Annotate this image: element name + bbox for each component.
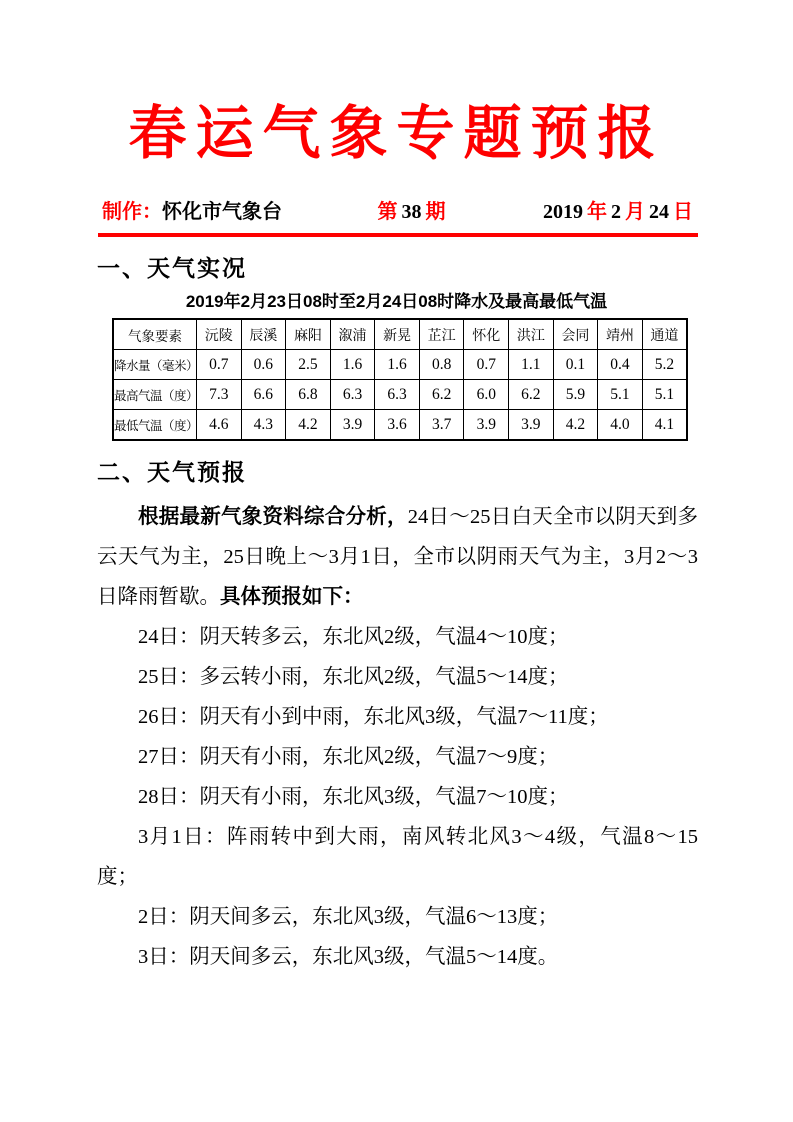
table-value-cell: 0.6 [241,350,286,380]
header-cell-station: 溆浦 [330,319,375,350]
table-row [113,380,687,410]
section-heading-weather-actual: 一、天气实况 [97,255,247,281]
table-value-cell: 5.2 [642,350,687,380]
header-cell-station: 会同 [553,319,598,350]
forecast-item: 24日：阴天转多云，东北风2级，气温4～10度； [138,626,569,648]
forecast-list [0,617,793,977]
forecast-item: 2日：阴天间多云，东北风3级，气温6～13度； [138,906,559,928]
table-value-cell: 0.4 [598,350,643,380]
table-value-cell: 3.9 [509,410,554,441]
table-value-cell: 5.1 [598,380,643,410]
table-value-cell: 0.8 [419,350,464,380]
header-cell-station: 沅陵 [197,319,242,350]
red-divider-rule [98,233,698,237]
section-heading-forecast: 二、天气预报 [97,459,247,485]
table-value-cell: 6.2 [419,380,464,410]
row-label-cell: 最高气温（度） [113,380,197,410]
header-cell-station: 辰溪 [241,319,286,350]
table-value-cell: 3.9 [330,410,375,441]
header-cell-station: 新晃 [375,319,420,350]
table-value-cell: 4.2 [286,410,331,441]
intro-tail-bold: 具体预报如下： [220,585,364,608]
table-caption: 2019年2月23日08时至2月24日08时降水及最高最低气温 [185,292,608,311]
forecast-item: 28日：阴天有小雨，东北风3级，气温7～10度； [138,786,569,808]
table-row [113,350,687,380]
table-value-cell: 6.8 [286,380,331,410]
table-row [113,410,687,441]
date-unit: 月 [625,201,645,223]
forecast-item: 26日：阴天有小到中雨，东北风3级，气温7～11度； [138,706,609,728]
forecast-item: 27日：阴天有小雨，东北风2级，气温7～9度； [138,746,559,768]
header-cell-station: 靖州 [598,319,643,350]
table-value-cell: 6.3 [375,380,420,410]
table-value-cell: 3.7 [419,410,464,441]
table-value-cell: 3.6 [375,410,420,441]
issue-date [541,198,695,226]
date-unit: 日 [673,201,693,223]
issue-prefix: 第 [377,201,398,223]
table-header-row [113,319,687,350]
weather-observation-table [112,318,688,441]
header-cell-station: 洪江 [509,319,554,350]
forecast-item: 3月1日：阵雨转中到大雨，南风转北风3～4级，气温8～15度； [97,826,698,888]
producer-label: 制作： [102,201,162,223]
header-cell-station: 通道 [642,319,687,350]
forecast-item: 3日：阴天间多云，东北风3级，气温5～14度。 [138,946,559,968]
row-label-cell: 最低气温（度） [113,410,197,441]
table-value-cell: 1.6 [375,350,420,380]
producer-name: 怀化市气象台 [162,201,282,223]
table-value-cell: 6.2 [509,380,554,410]
table-value-cell: 4.1 [642,410,687,441]
table-value-cell: 4.6 [197,410,242,441]
header-cell-factor: 气象要素 [113,319,197,350]
producer [102,198,282,226]
table-value-cell: 0.7 [464,350,509,380]
row-label-cell: 降水量（毫米） [113,350,197,380]
table-value-cell: 5.9 [553,380,598,410]
table-value-cell: 6.0 [464,380,509,410]
issue-number [376,198,448,226]
table-value-cell: 3.9 [464,410,509,441]
issue-suffix: 期 [425,201,446,223]
table-value-cell: 6.3 [330,380,375,410]
meta-row [102,198,695,226]
header-cell-station: 芷江 [419,319,464,350]
intro-lead-bold: 根据最新气象资料综合分析， [138,505,408,528]
date-unit: 年 [587,201,607,223]
header-cell-station: 怀化 [464,319,509,350]
date-number: 24 [649,201,669,223]
date-number: 2019 [543,201,583,223]
table-value-cell: 4.0 [598,410,643,441]
table-value-cell: 2.5 [286,350,331,380]
table-value-cell: 7.3 [197,380,242,410]
intro-body-text: 24日～25日白天全市以阴天到多云天气为主，25日晚上～3月1日，全市以阴雨天气为主，3月2～3日降雨暂歇。 [97,506,698,608]
table-value-cell: 0.1 [553,350,598,380]
table-value-cell: 6.6 [241,380,286,410]
table-value-cell: 0.7 [197,350,242,380]
table-value-cell: 5.1 [642,380,687,410]
table-value-cell: 4.3 [241,410,286,441]
table-value-cell: 1.6 [330,350,375,380]
forecast-intro-paragraph [97,497,698,617]
forecast-item: 25日：多云转小雨，东北风2级，气温5～14度； [138,666,569,688]
header-cell-station: 麻阳 [286,319,331,350]
document-title: 春运气象专题预报 [128,99,665,167]
issue-value: 38 [401,201,422,223]
date-number: 2 [611,201,621,223]
table-value-cell: 1.1 [509,350,554,380]
table-value-cell: 4.2 [553,410,598,441]
